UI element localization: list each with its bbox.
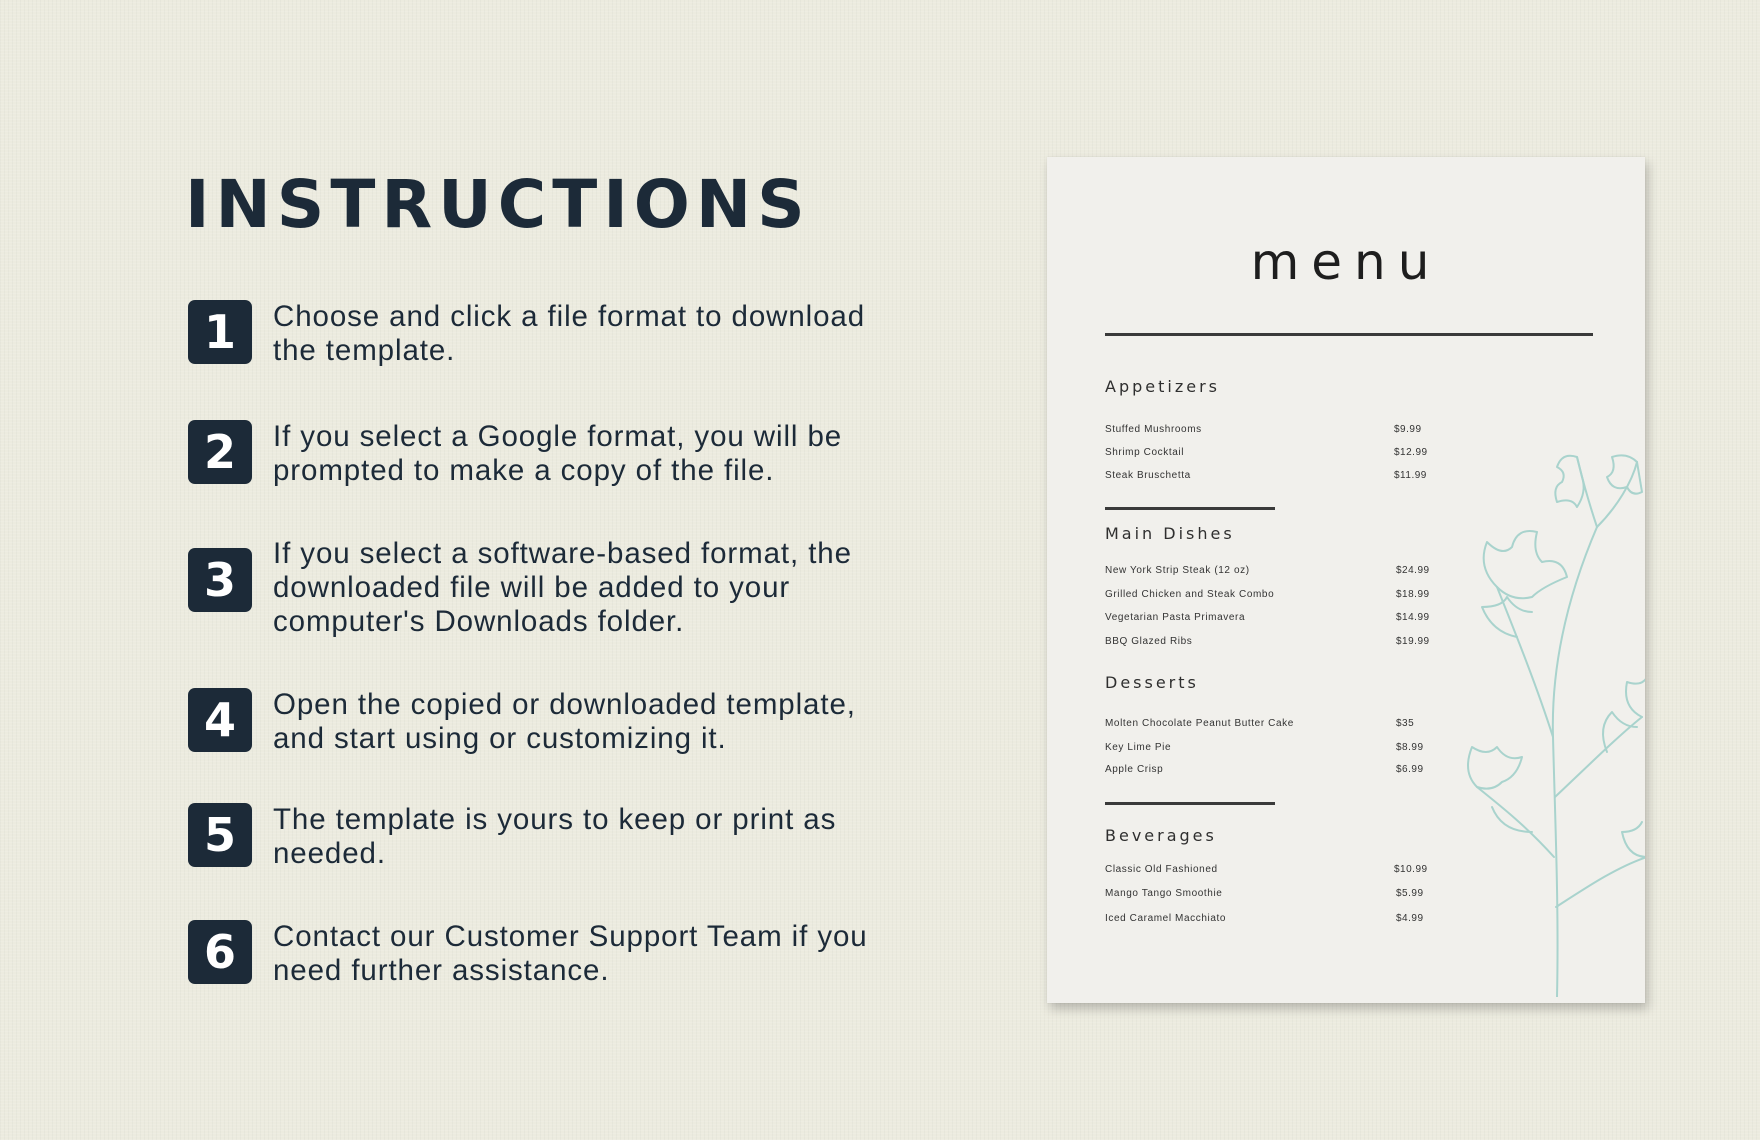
instructions-heading: INSTRUCTIONS xyxy=(185,166,811,243)
divider xyxy=(1105,333,1593,336)
menu-section-title: Main Dishes xyxy=(1105,524,1235,543)
menu-title: menu xyxy=(1250,233,1442,291)
step-number-badge: 4 xyxy=(188,688,252,752)
menu-item-name: Stuffed Mushrooms xyxy=(1105,424,1202,435)
step-text: The template is yours to keep or print as needed. xyxy=(273,803,837,870)
menu-item-price: $12.99 xyxy=(1394,447,1428,458)
menu-item-name: Shrimp Cocktail xyxy=(1105,447,1185,458)
botanical-leaf-icon xyxy=(1457,437,1645,997)
menu-item-name: Classic Old Fashioned xyxy=(1105,864,1218,875)
menu-item-price: $9.99 xyxy=(1394,424,1422,435)
menu-item-name: BBQ Glazed Ribs xyxy=(1105,636,1193,647)
step-text: Choose and click a file format to download the template. xyxy=(273,300,866,367)
step-text: Contact our Customer Support Team if you need further assistance. xyxy=(273,920,868,987)
step-text: If you select a Google format, you will be prompted to make a copy of the file. xyxy=(273,420,843,487)
menu-item-name: Steak Bruschetta xyxy=(1105,470,1191,481)
step-text: If you select a software-based format, the downloaded file will be added to your computer's Downloads folder. xyxy=(273,537,852,638)
menu-item-name: Key Lime Pie xyxy=(1105,742,1172,753)
menu-item-name: Mango Tango Smoothie xyxy=(1105,888,1223,899)
step-number-badge: 1 xyxy=(188,300,252,364)
menu-item-price: $24.99 xyxy=(1396,565,1430,576)
menu-item-price: $11.99 xyxy=(1394,470,1427,481)
step-number-badge: 3 xyxy=(188,548,252,612)
menu-item-price: $6.99 xyxy=(1396,764,1424,775)
menu-item-name: Molten Chocolate Peanut Butter Cake xyxy=(1105,718,1294,729)
menu-item-name: Grilled Chicken and Steak Combo xyxy=(1105,589,1275,600)
menu-item-price: $4.99 xyxy=(1396,913,1424,924)
menu-item-price: $35 xyxy=(1396,718,1415,729)
menu-item-price: $5.99 xyxy=(1396,888,1424,899)
menu-template-preview xyxy=(1047,157,1645,1003)
menu-section-title: Desserts xyxy=(1105,673,1199,692)
step-number-badge: 6 xyxy=(188,920,252,984)
step-text: Open the copied or downloaded template, and start using or customizing it. xyxy=(273,688,856,755)
menu-section-title: Appetizers xyxy=(1105,377,1220,396)
menu-section-title: Beverages xyxy=(1105,826,1217,845)
step-number-badge: 2 xyxy=(188,420,252,484)
menu-item-name: Vegetarian Pasta Primavera xyxy=(1105,612,1246,623)
menu-item-name: New York Strip Steak (12 oz) xyxy=(1105,565,1250,576)
menu-item-price: $8.99 xyxy=(1396,742,1424,753)
menu-item-name: Apple Crisp xyxy=(1105,764,1164,775)
divider xyxy=(1105,802,1275,805)
step-number-badge: 5 xyxy=(188,803,252,867)
menu-item-price: $10.99 xyxy=(1394,864,1428,875)
divider xyxy=(1105,507,1275,510)
menu-item-price: $19.99 xyxy=(1396,636,1430,647)
menu-item-price: $18.99 xyxy=(1396,589,1430,600)
menu-item-name: Iced Caramel Macchiato xyxy=(1105,913,1227,924)
menu-item-price: $14.99 xyxy=(1396,612,1430,623)
